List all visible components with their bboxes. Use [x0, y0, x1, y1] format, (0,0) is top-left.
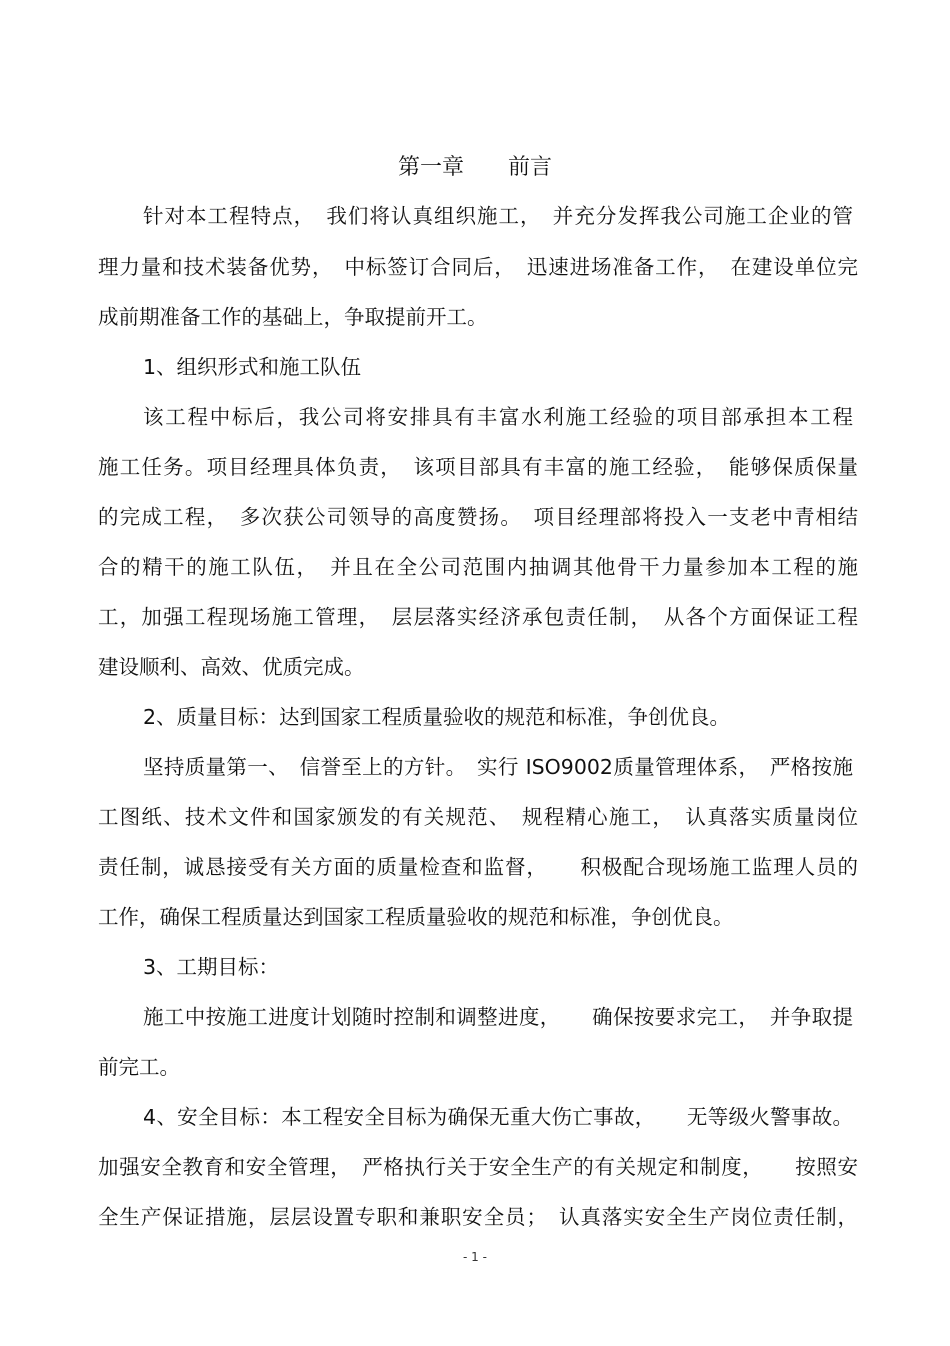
paragraph-line: 施工任务。项目经理具体负责， 该项目部具有丰富的施工经验， 能够保质保量: [98, 455, 858, 479]
paragraph-line: 理力量和技术装备优势， 中标签订合同后， 迅速进场准备工作， 在建设单位完: [98, 255, 858, 279]
paragraph-line: 建设顺利、高效、优质完成。: [98, 655, 365, 679]
paragraph-line: 合的精干的施工队伍， 并且在全公司范围内抽调其他骨干力量参加本工程的施: [98, 555, 858, 579]
section-heading: 4、安全目标：本工程安全目标为确保无重大伤亡事故， 无等级火警事故。: [143, 1105, 853, 1129]
paragraph-line: 工图纸、技术文件和国家颁发的有关规范、 规程精心施工， 认真落实质量岗位: [98, 805, 858, 829]
page-number: - 1 -: [463, 1250, 487, 1264]
paragraph-line: 坚持质量第一、 信誉至上的方针。 实行 ISO9002质量管理体系， 严格按施: [143, 755, 853, 779]
section-heading: 3、工期目标：: [143, 955, 280, 979]
paragraph-line: 工作，确保工程质量达到国家工程质量验收的规范和标准，争创优良。: [98, 905, 734, 929]
paragraph-line: 该工程中标后，我公司将安排具有丰富水利施工经验的项目部承担本工程: [143, 405, 853, 429]
section-heading: 1、组织形式和施工队伍: [143, 355, 362, 379]
paragraph-line: 加强安全教育和安全管理， 严格执行关于安全生产的有关规定和制度， 按照安: [98, 1155, 858, 1179]
chapter-title: 第一章 前言: [397, 155, 552, 180]
paragraph-line: 前完工。: [98, 1055, 180, 1079]
paragraph-line: 全生产保证措施，层层设置专职和兼职安全员； 认真落实安全生产岗位责任制，: [98, 1205, 858, 1229]
paragraph-line: 的完成工程， 多次获公司领导的高度赞扬。 项目经理部将投入一支老中青相结: [98, 505, 858, 529]
section-heading: 2、质量目标：达到国家工程质量验收的规范和标准，争创优良。: [143, 705, 731, 729]
paragraph-line: 针对本工程特点， 我们将认真组织施工， 并充分发挥我公司施工企业的管: [143, 204, 853, 228]
paragraph-line: 成前期准备工作的基础上，争取提前开工。: [98, 305, 488, 329]
paragraph-line: 工，加强工程现场施工管理， 层层落实经济承包责任制， 从各个方面保证工程: [98, 605, 858, 629]
paragraph-line: 施工中按施工进度计划随时控制和调整进度， 确保按要求完工， 并争取提: [143, 1005, 853, 1029]
paragraph-line: 责任制，诚恳接受有关方面的质量检查和监督， 积极配合现场施工监理人员的: [98, 855, 858, 879]
